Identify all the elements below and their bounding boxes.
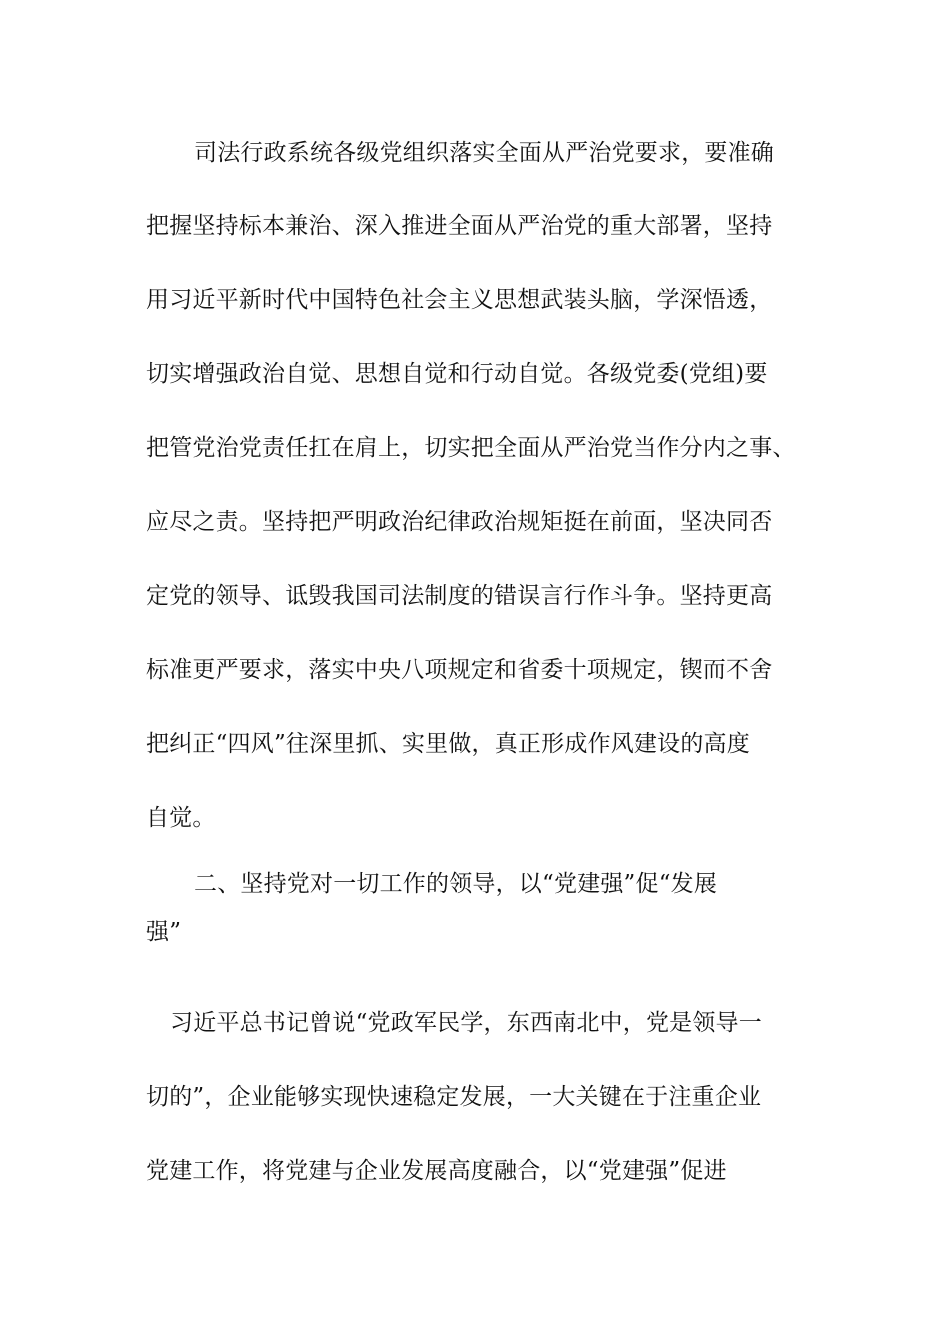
paragraph-line: 把握坚持标本兼治、深入推进全面从严治党的重大部署，坚持 xyxy=(146,213,773,239)
paragraph-line: 切实增强政治自觉、思想自觉和行动自觉。各级党委(党组)要 xyxy=(146,361,768,387)
section-heading-line: 强” xyxy=(146,919,182,945)
paragraph-line: 司法行政系统各级党组织落实全面从严治党要求，要准确 xyxy=(194,140,774,166)
paragraph-line: 标准更严要求，落实中央八项规定和省委十项规定，锲而不舍 xyxy=(146,657,773,683)
paragraph-line: 定党的领导、诋毁我国司法制度的错误言行作斗争。坚持更高 xyxy=(146,583,773,609)
paragraph-line: 党建工作，将党建与企业发展高度融合，以“党建强”促进 xyxy=(146,1158,727,1184)
paragraph-line: 用习近平新时代中国特色社会主义思想武装头脑，学深悟透， xyxy=(146,287,773,313)
paragraph-line: 应尽之责。坚持把严明政治纪律政治规矩挺在前面，坚决同否 xyxy=(146,509,773,535)
paragraph-line: 切的”，企业能够实现快速稳定发展，一大关键在于注重企业 xyxy=(146,1084,762,1110)
paragraph-line: 把管党治党责任扛在肩上，切实把全面从严治党当作分内之事、 xyxy=(146,435,796,461)
paragraph-line: 把纠正“四风”往深里抓、实里做，真正形成作风建设的高度 xyxy=(146,731,750,757)
section-heading-line: 二、坚持党对一切工作的领导，以“党建强”促“发展 xyxy=(194,871,718,897)
paragraph-line: 习近平总书记曾说“党政军民学，东西南北中，党是领导一 xyxy=(170,1010,762,1036)
paragraph-line: 自觉。 xyxy=(146,805,216,831)
